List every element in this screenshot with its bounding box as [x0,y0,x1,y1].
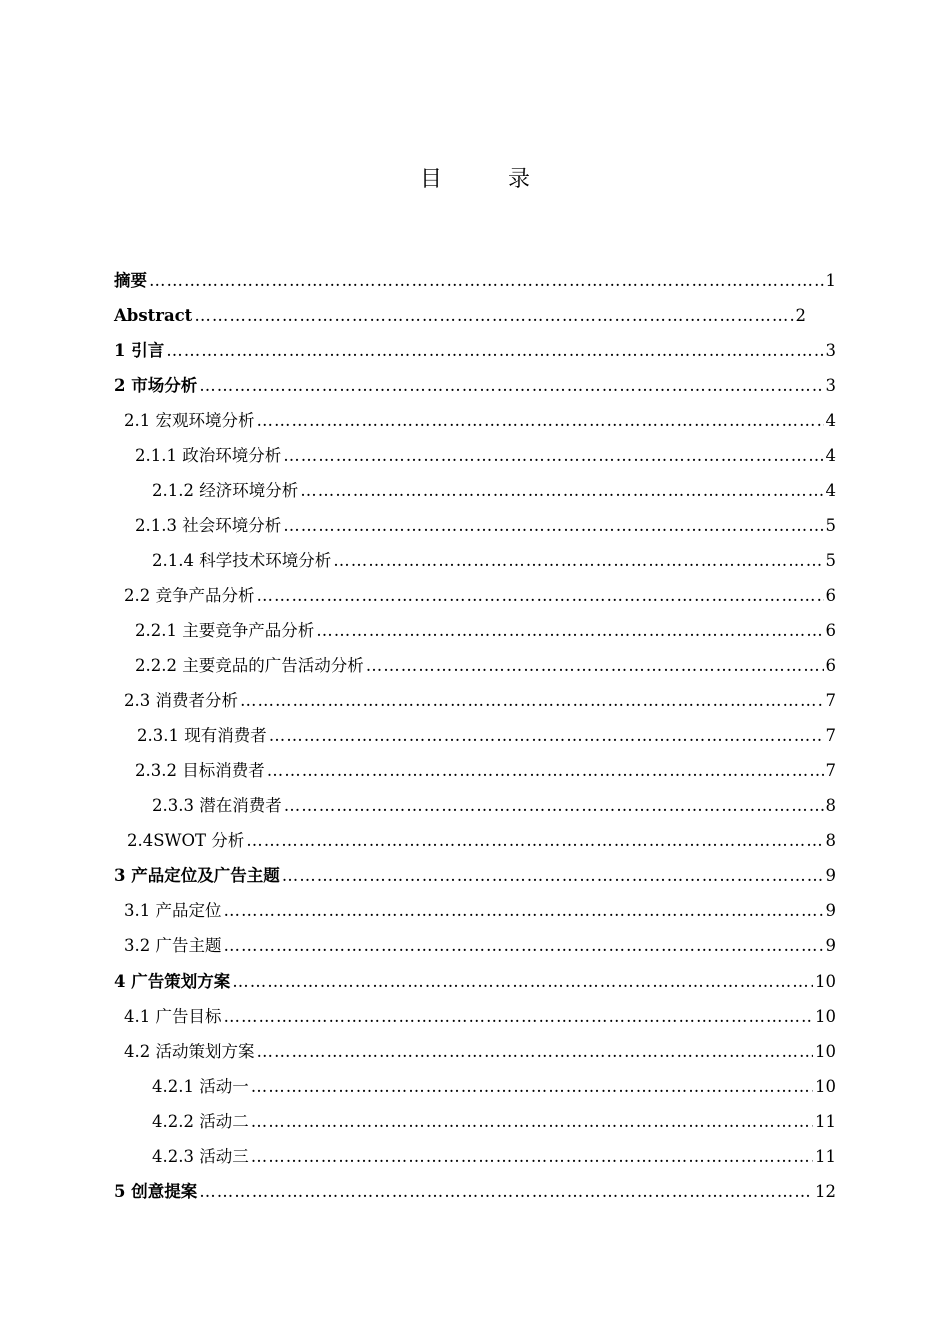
toc-leader [257,408,824,434]
toc-leader [224,1004,814,1030]
toc-entry-page: 7 [825,726,836,745]
toc-entry-page: 7 [825,761,836,780]
toc-leader [246,828,823,854]
toc-entry-page: 9 [825,866,836,885]
toc-entry-page: 11 [815,1147,836,1166]
toc-entry[interactable] [114,373,836,399]
toc-entry-label: 1 引言 [114,341,165,360]
toc-entry-label: 4.2 活动策划方案 [124,1042,255,1061]
toc-leader [251,1144,813,1170]
toc-entry-page: 10 [815,1042,836,1061]
toc-entry-label: 2.3.2 目标消费者 [135,761,265,780]
toc-entry[interactable] [124,1039,836,1065]
toc-leader [257,1039,814,1065]
toc-leader [282,863,824,889]
toc-entry[interactable] [114,303,806,329]
toc-leader [199,373,823,399]
toc-entry-page: 8 [825,796,836,815]
toc-entry[interactable] [114,863,836,889]
toc-entry[interactable] [135,618,836,644]
toc-entry-page: 6 [825,586,836,605]
toc-entry[interactable] [135,513,836,539]
toc-entry-page: 10 [815,972,836,991]
toc-entry-page: 3 [825,341,836,360]
toc-entry[interactable] [124,898,836,924]
toc-leader [366,653,824,679]
toc-entry-page: 8 [825,831,836,850]
toc-entry-label: 2.1 宏观环境分析 [124,411,255,430]
toc-entry-label: 2.1.4 科学技术环境分析 [152,551,332,570]
toc-entry[interactable] [127,828,836,854]
toc-entry[interactable] [124,688,836,714]
toc-entry-label: 2.2 竞争产品分析 [124,586,255,605]
toc-entry[interactable] [114,338,836,364]
toc-entry-label: 2.3.1 现有消费者 [137,726,267,745]
toc-entry-label: 5 创意提案 [114,1182,198,1201]
toc-entry-page: 10 [815,1007,836,1026]
toc-leader [224,898,824,924]
toc-entry[interactable] [152,793,836,819]
toc-leader [333,548,823,574]
toc-entry-page: 9 [825,936,836,955]
toc-entry-label: 2 市场分析 [114,376,198,395]
toc-entry-page: 12 [815,1182,836,1201]
toc-entry-label: 3.1 产品定位 [124,901,222,920]
toc-leader [269,723,824,749]
toc-entry-label: 3.2 广告主题 [124,936,222,955]
toc-entry[interactable] [137,723,836,749]
toc-entry[interactable] [135,443,836,469]
toc-leader [284,793,824,819]
toc-leader [300,478,823,504]
toc-entry-label: 2.1.2 经济环境分析 [152,481,299,500]
toc-entry-page: 4 [825,481,836,500]
toc-entry[interactable] [152,1074,836,1100]
toc-entry-label: 4.2.1 活动一 [152,1077,249,1096]
toc-entry-page: 6 [825,656,836,675]
toc-entry-label: 2.2.2 主要竞品的广告活动分析 [135,656,364,675]
toc-entry-label: 4.1 广告目标 [124,1007,222,1026]
toc-entry-label: 3 产品定位及广告主题 [114,866,280,885]
toc-leader [316,618,823,644]
toc-leader [232,969,813,995]
toc-leader [199,1179,813,1205]
toc-leader [224,933,824,959]
toc-entry-label: Abstract [114,306,193,325]
toc-entry-page: 4 [825,446,836,465]
toc-entry[interactable] [114,969,836,995]
toc-entry-page: 11 [815,1112,836,1131]
toc-entry-label: 2.3 消费者分析 [124,691,238,710]
toc-entry-label: 摘要 [114,271,147,290]
toc-leader [251,1074,813,1100]
toc-leader [283,443,823,469]
toc-leader [240,688,824,714]
toc-entry-page: 1 [825,271,836,290]
toc-entry-page: 2 [795,306,806,325]
toc-entry-page: 9 [825,901,836,920]
toc-entry-label: 2.4SWOT 分析 [127,831,245,850]
toc-leader [166,338,823,364]
toc-entry-label: 2.1.1 政治环境分析 [135,446,282,465]
toc-entry-label: 2.1.3 社会环境分析 [135,516,282,535]
toc-entry[interactable] [124,408,836,434]
toc-leader [251,1109,813,1135]
toc-entry-page: 7 [825,691,836,710]
toc-entry[interactable] [124,933,836,959]
toc-entry[interactable] [124,1004,836,1030]
toc-entry[interactable] [152,1144,836,1170]
toc-entry[interactable] [114,1179,836,1205]
toc-entry[interactable] [135,758,836,784]
toc-entry-label: 4 广告策划方案 [114,972,231,991]
toc-leader [267,758,824,784]
toc-entry-label: 2.2.1 主要竞争产品分析 [135,621,315,640]
toc-entry-page: 4 [825,411,836,430]
toc-leader [149,268,824,294]
toc-entry-label: 4.2.2 活动二 [152,1112,249,1131]
toc-entry-page: 5 [825,516,836,535]
toc-entry-page: 10 [815,1077,836,1096]
toc-entry-label: 4.2.3 活动三 [152,1147,249,1166]
toc-entry-page: 5 [825,551,836,570]
toc-entry[interactable] [152,478,836,504]
toc-entry[interactable] [135,653,836,679]
toc-leader [257,583,824,609]
toc-entry[interactable] [114,268,836,294]
page-title: 目 录 [419,167,552,192]
toc-leader [283,513,823,539]
toc-entry[interactable] [152,1109,836,1135]
toc-leader [194,303,793,329]
toc-entry-page: 6 [825,621,836,640]
toc-entry-label: 2.3.3 潜在消费者 [152,796,282,815]
toc-entry-page: 3 [825,376,836,395]
toc-entry[interactable] [152,548,836,574]
toc-entry[interactable] [124,583,836,609]
